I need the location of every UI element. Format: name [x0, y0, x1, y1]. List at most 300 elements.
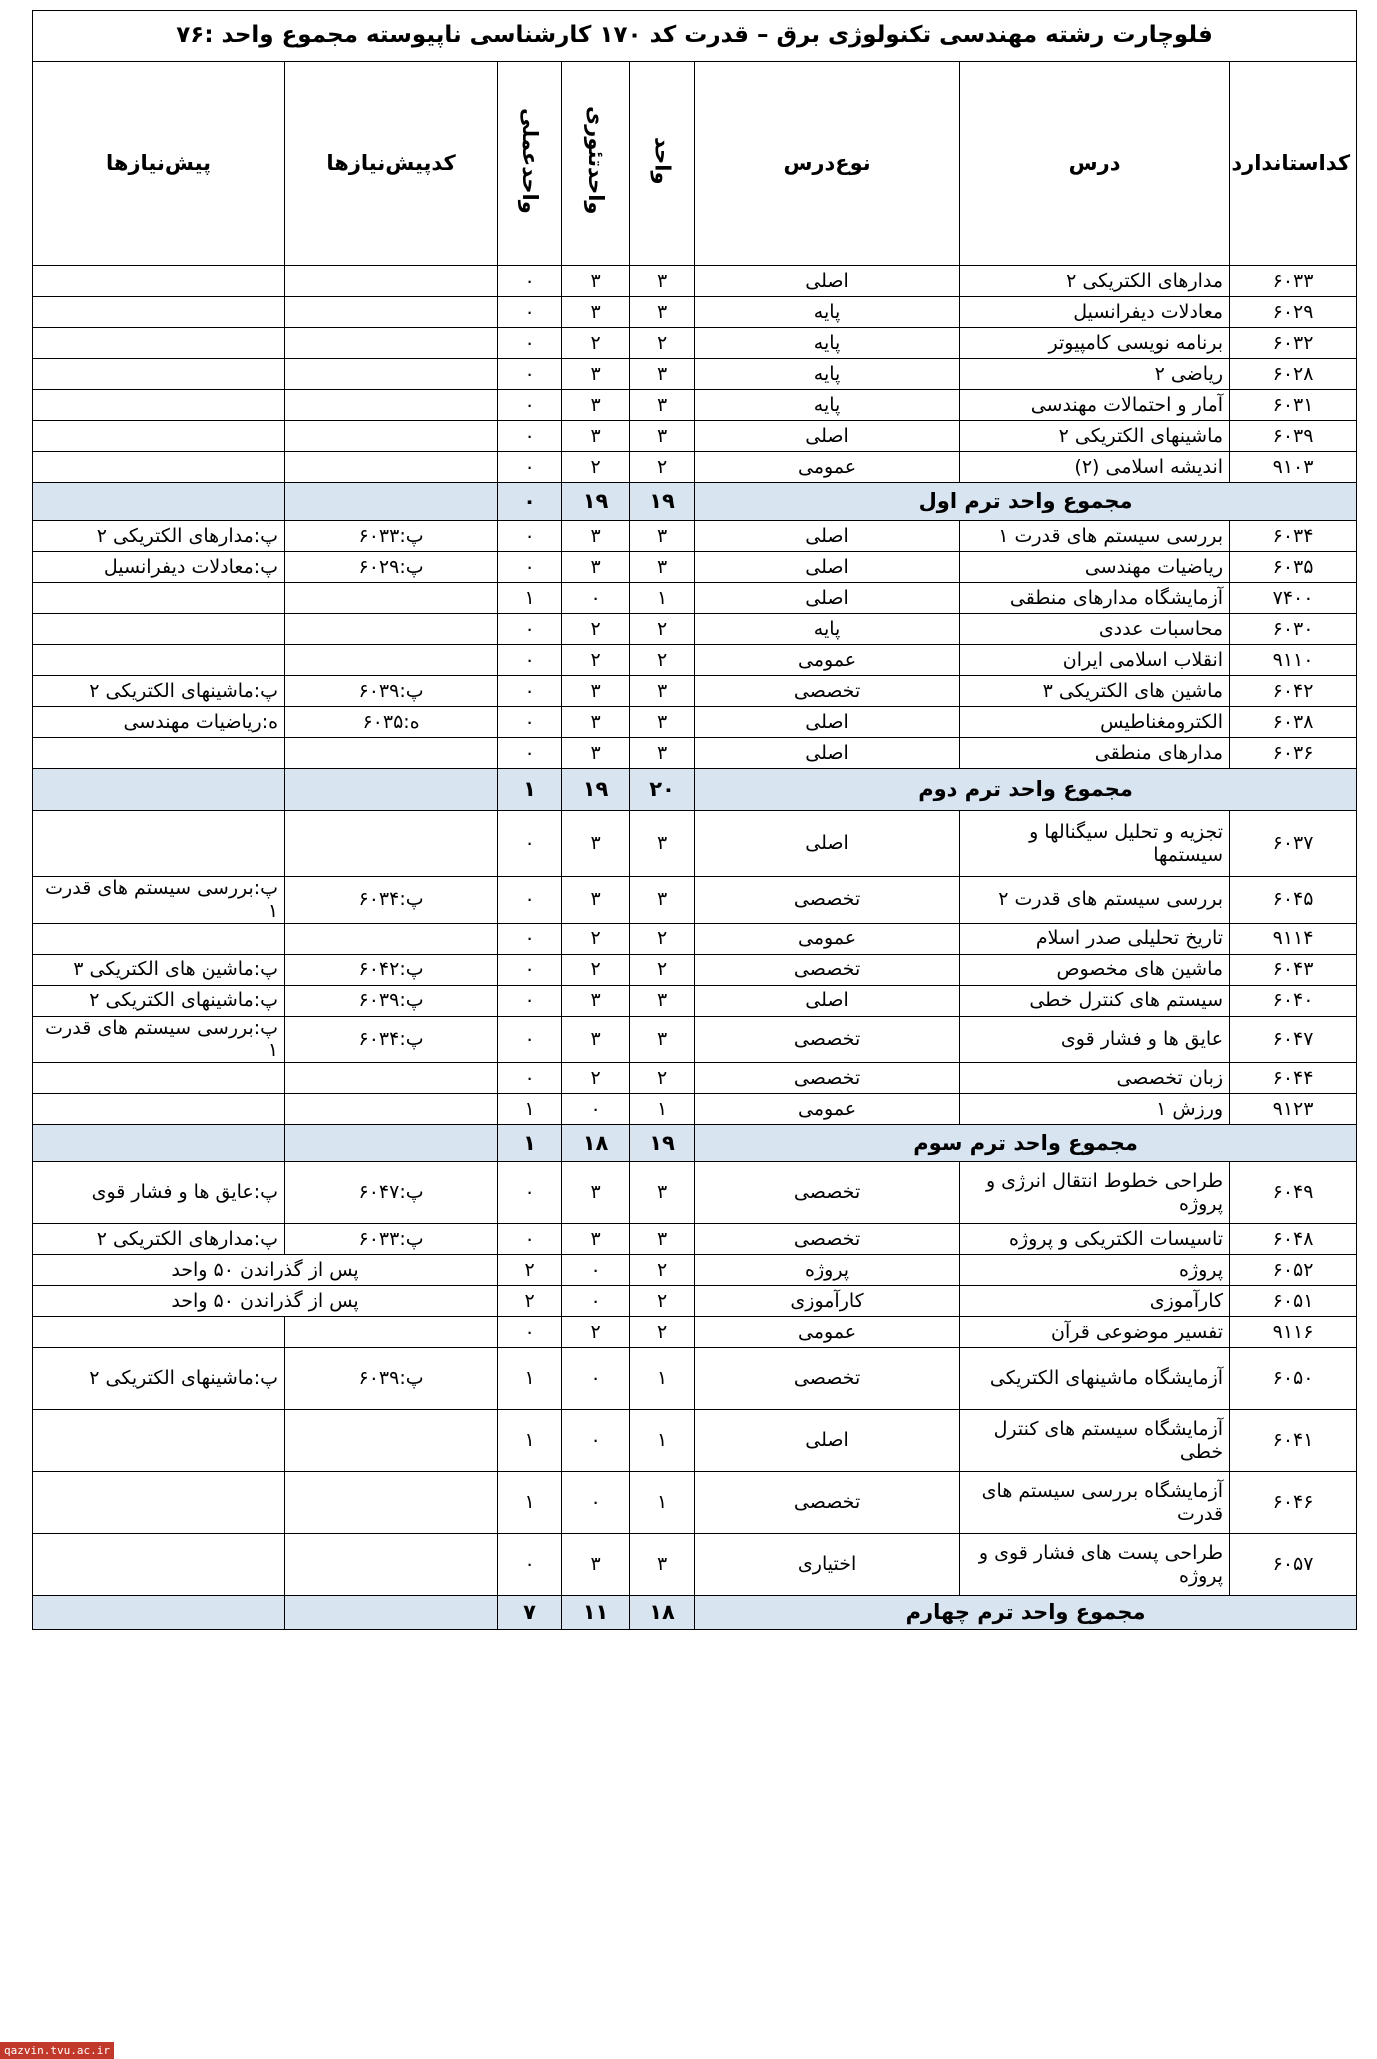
course-type: اصلی	[695, 421, 960, 452]
course-name: سیستم های کنترل خطی	[960, 985, 1230, 1016]
flowchart-sheet	[32, 10, 1356, 1630]
course-code: ۶۰۵۲	[1230, 1255, 1357, 1286]
course-theory-units: ۰	[562, 1255, 630, 1286]
prerequisites	[33, 359, 285, 390]
course-name: انقلاب اسلامی ایران	[960, 645, 1230, 676]
course-code: ۶۰۵۰	[1230, 1348, 1357, 1410]
course-code: ۹۱۱۴	[1230, 923, 1357, 954]
course-theory-units: ۲	[562, 452, 630, 483]
prerequisites: پ:بررسی سیستم های قدرت ۱	[33, 1016, 285, 1063]
course-name: ورزش ۱	[960, 1094, 1230, 1125]
prerequisite-codes	[285, 297, 498, 328]
course-name: تجزیه و تحلیل سیگنالها و سیستمها	[960, 811, 1230, 877]
course-type: تخصصی	[695, 676, 960, 707]
course-practical-units: ۰	[498, 552, 562, 583]
course-code: ۶۰۳۹	[1230, 421, 1357, 452]
prerequisite-codes	[285, 923, 498, 954]
site-credit: qazvin.tvu.ac.ir	[0, 2042, 114, 2059]
course-units: ۲	[630, 645, 695, 676]
course-units: ۲	[630, 923, 695, 954]
course-type: عمومی	[695, 1094, 960, 1125]
course-code: ۶۰۴۹	[1230, 1162, 1357, 1224]
course-type: تخصصی	[695, 1016, 960, 1063]
course-theory-units: ۰	[562, 1286, 630, 1317]
course-units: ۳	[630, 297, 695, 328]
header-practical	[498, 62, 562, 266]
subtotal-row	[33, 1596, 1357, 1630]
course-units: ۳	[630, 676, 695, 707]
prerequisite-note: پس از گذراندن ۵۰ واحد	[33, 1255, 498, 1286]
table-row	[33, 811, 1357, 877]
course-units: ۳	[630, 1534, 695, 1596]
course-name: مدارهای منطقی	[960, 738, 1230, 769]
prerequisite-codes	[285, 738, 498, 769]
table-row	[33, 1094, 1357, 1125]
course-practical-units: ۰	[498, 1162, 562, 1224]
subtotal-units: ۱۹	[630, 1125, 695, 1162]
course-type: پایه	[695, 297, 960, 328]
course-name: پروژه	[960, 1255, 1230, 1286]
course-practical-units: ۱	[498, 1410, 562, 1472]
course-practical-units: ۰	[498, 877, 562, 924]
course-units: ۳	[630, 266, 695, 297]
course-practical-units: ۰	[498, 359, 562, 390]
course-units: ۱	[630, 1410, 695, 1472]
table-row	[33, 877, 1357, 924]
course-name: آزمایشگاه ماشینهای الکتریکی	[960, 1348, 1230, 1410]
course-units: ۱	[630, 1094, 695, 1125]
course-practical-units: ۰	[498, 1063, 562, 1094]
course-type: تخصصی	[695, 1224, 960, 1255]
header-row	[33, 62, 1357, 266]
course-type: اصلی	[695, 266, 960, 297]
table-row	[33, 1534, 1357, 1596]
course-practical-units: ۱	[498, 583, 562, 614]
subtotal-practical: ۷	[498, 1596, 562, 1630]
table-row	[33, 676, 1357, 707]
course-theory-units: ۳	[562, 552, 630, 583]
course-theory-units: ۳	[562, 297, 630, 328]
course-theory-units: ۲	[562, 954, 630, 985]
course-units: ۳	[630, 1016, 695, 1063]
prerequisite-codes	[285, 452, 498, 483]
prerequisite-codes	[285, 614, 498, 645]
course-name: بررسی سیستم های قدرت ۱	[960, 521, 1230, 552]
course-code: ۹۱۰۳	[1230, 452, 1357, 483]
course-units: ۱	[630, 1348, 695, 1410]
course-units: ۳	[630, 707, 695, 738]
course-practical-units: ۰	[498, 923, 562, 954]
prerequisite-codes: پ:۶۰۳۹	[285, 985, 498, 1016]
course-theory-units: ۳	[562, 266, 630, 297]
course-name: طراحی پست های فشار قوی و پروژه	[960, 1534, 1230, 1596]
course-practical-units: ۰	[498, 521, 562, 552]
course-name: ریاضیات مهندسی	[960, 552, 1230, 583]
curriculum-table	[32, 10, 1357, 1630]
course-units: ۲	[630, 1286, 695, 1317]
course-type: عمومی	[695, 645, 960, 676]
prerequisites	[33, 1063, 285, 1094]
course-theory-units: ۳	[562, 521, 630, 552]
course-theory-units: ۰	[562, 1348, 630, 1410]
course-type: تخصصی	[695, 1472, 960, 1534]
course-type: اصلی	[695, 521, 960, 552]
course-code: ۶۰۴۷	[1230, 1016, 1357, 1063]
course-type: تخصصی	[695, 877, 960, 924]
subtotal-empty	[33, 1125, 285, 1162]
course-code: ۶۰۴۸	[1230, 1224, 1357, 1255]
prerequisite-codes	[285, 421, 498, 452]
course-code: ۶۰۳۵	[1230, 552, 1357, 583]
prerequisite-codes	[285, 1094, 498, 1125]
table-row	[33, 614, 1357, 645]
course-practical-units: ۰	[498, 1224, 562, 1255]
subtotal-units: ۱۸	[630, 1596, 695, 1630]
course-units: ۳	[630, 877, 695, 924]
prerequisites	[33, 421, 285, 452]
prerequisite-codes: پ:۶۰۴۲	[285, 954, 498, 985]
prerequisites: پ:مدارهای الکتریکی ۲	[33, 1224, 285, 1255]
course-practical-units: ۰	[498, 1534, 562, 1596]
prerequisite-codes	[285, 1317, 498, 1348]
course-name: ماشینهای الکتریکی ۲	[960, 421, 1230, 452]
course-practical-units: ۲	[498, 1286, 562, 1317]
course-type: پایه	[695, 614, 960, 645]
course-code: ۶۰۳۳	[1230, 266, 1357, 297]
course-type: اختیاری	[695, 1534, 960, 1596]
table-row	[33, 645, 1357, 676]
course-theory-units: ۳	[562, 421, 630, 452]
subtotal-empty	[33, 1596, 285, 1630]
course-practical-units: ۰	[498, 645, 562, 676]
course-theory-units: ۳	[562, 877, 630, 924]
course-code: ۶۰۳۲	[1230, 328, 1357, 359]
subtotal-theory: ۱۱	[562, 1596, 630, 1630]
course-units: ۳	[630, 985, 695, 1016]
course-name: ریاضی ۲	[960, 359, 1230, 390]
header-code: کداستاندارد	[1230, 62, 1357, 266]
course-units: ۲	[630, 954, 695, 985]
course-units: ۳	[630, 421, 695, 452]
table-row	[33, 359, 1357, 390]
course-units: ۲	[630, 614, 695, 645]
prerequisites: پ:ماشینهای الکتریکی ۲	[33, 676, 285, 707]
prerequisite-codes	[285, 359, 498, 390]
course-theory-units: ۲	[562, 328, 630, 359]
course-name: الکترومغناطیس	[960, 707, 1230, 738]
header-prereq-codes: کدپیش‌نیازها	[285, 62, 498, 266]
course-theory-units: ۲	[562, 1317, 630, 1348]
subtotal-row	[33, 483, 1357, 521]
course-theory-units: ۳	[562, 1016, 630, 1063]
prerequisite-codes: پ:۶۰۳۹	[285, 1348, 498, 1410]
course-name: آمار و احتمالات مهندسی	[960, 390, 1230, 421]
table-row	[33, 1016, 1357, 1063]
course-name: برنامه نویسی کامپیوتر	[960, 328, 1230, 359]
header-course: درس	[960, 62, 1230, 266]
course-code: ۶۰۴۰	[1230, 985, 1357, 1016]
table-row	[33, 707, 1357, 738]
course-practical-units: ۰	[498, 811, 562, 877]
course-units: ۱	[630, 583, 695, 614]
table-row	[33, 583, 1357, 614]
header-units-label: واحد	[650, 136, 675, 185]
course-units: ۳	[630, 738, 695, 769]
table-row	[33, 297, 1357, 328]
course-code: ۶۰۳۰	[1230, 614, 1357, 645]
prerequisites: پ:ماشین های الکتریکی ۳	[33, 954, 285, 985]
prerequisites	[33, 1317, 285, 1348]
course-theory-units: ۳	[562, 985, 630, 1016]
course-code: ۶۰۴۶	[1230, 1472, 1357, 1534]
course-practical-units: ۰	[498, 328, 562, 359]
course-type: اصلی	[695, 552, 960, 583]
course-code: ۶۰۴۱	[1230, 1410, 1357, 1472]
course-theory-units: ۰	[562, 1410, 630, 1472]
course-code: ۶۰۴۴	[1230, 1063, 1357, 1094]
header-practical-label: واحدعملی	[518, 107, 543, 214]
course-type: عمومی	[695, 452, 960, 483]
course-theory-units: ۲	[562, 923, 630, 954]
course-type: اصلی	[695, 583, 960, 614]
course-theory-units: ۳	[562, 1162, 630, 1224]
prerequisite-codes	[285, 266, 498, 297]
prerequisites	[33, 923, 285, 954]
course-theory-units: ۲	[562, 614, 630, 645]
table-row	[33, 421, 1357, 452]
table-row	[33, 985, 1357, 1016]
prerequisite-codes: پ:۶۰۳۳	[285, 521, 498, 552]
course-type: عمومی	[695, 1317, 960, 1348]
course-practical-units: ۱	[498, 1472, 562, 1534]
table-row	[33, 1472, 1357, 1534]
course-name: تفسیر موضوعی قرآن	[960, 1317, 1230, 1348]
course-practical-units: ۰	[498, 297, 562, 328]
course-type: تخصصی	[695, 1348, 960, 1410]
course-units: ۳	[630, 1224, 695, 1255]
table-row	[33, 954, 1357, 985]
subtotal-empty	[285, 1596, 498, 1630]
subtotal-empty	[285, 483, 498, 521]
table-row	[33, 1255, 1357, 1286]
course-practical-units: ۰	[498, 266, 562, 297]
course-name: آزمایشگاه بررسی سیستم های قدرت	[960, 1472, 1230, 1534]
header-prereqs: پیش‌نیازها	[33, 62, 285, 266]
prerequisite-codes	[285, 1534, 498, 1596]
course-name: کارآموزی	[960, 1286, 1230, 1317]
table-row	[33, 521, 1357, 552]
course-practical-units: ۰	[498, 421, 562, 452]
course-name: محاسبات عددی	[960, 614, 1230, 645]
course-code: ۶۰۴۵	[1230, 877, 1357, 924]
course-code: ۶۰۳۷	[1230, 811, 1357, 877]
prerequisites: پ:بررسی سیستم های قدرت ۱	[33, 877, 285, 924]
course-units: ۲	[630, 452, 695, 483]
header-type: نوع‌درس	[695, 62, 960, 266]
header-units	[630, 62, 695, 266]
course-code: ۶۰۵۱	[1230, 1286, 1357, 1317]
course-practical-units: ۰	[498, 1016, 562, 1063]
course-practical-units: ۰	[498, 676, 562, 707]
course-code: ۹۱۲۳	[1230, 1094, 1357, 1125]
course-theory-units: ۳	[562, 1224, 630, 1255]
course-units: ۲	[630, 1255, 695, 1286]
page-title: فلوچارت رشته مهندسی تکنولوژی برق – قدرت کد ۱۷۰ کارشناسی ناپیوسته مجموع واحد :۷۶	[33, 11, 1357, 62]
course-name: ماشین های مخصوص	[960, 954, 1230, 985]
course-theory-units: ۰	[562, 1094, 630, 1125]
table-row	[33, 1410, 1357, 1472]
subtotal-theory: ۱۸	[562, 1125, 630, 1162]
course-name: طراحی خطوط انتقال انرژی و پروژه	[960, 1162, 1230, 1224]
course-type: اصلی	[695, 738, 960, 769]
table-row	[33, 1063, 1357, 1094]
course-theory-units: ۳	[562, 811, 630, 877]
course-practical-units: ۰	[498, 738, 562, 769]
course-type: تخصصی	[695, 1063, 960, 1094]
course-practical-units: ۱	[498, 1094, 562, 1125]
prerequisite-codes: پ:۶۰۴۷	[285, 1162, 498, 1224]
course-theory-units: ۳	[562, 390, 630, 421]
prerequisites	[33, 266, 285, 297]
table-row	[33, 1348, 1357, 1410]
course-type: اصلی	[695, 811, 960, 877]
table-row	[33, 452, 1357, 483]
prerequisites: پ:معادلات دیفرانسیل	[33, 552, 285, 583]
table-row	[33, 1317, 1357, 1348]
prerequisite-codes: پ:۶۰۳۳	[285, 1224, 498, 1255]
course-practical-units: ۰	[498, 452, 562, 483]
prerequisites	[33, 328, 285, 359]
course-code: ۶۰۳۱	[1230, 390, 1357, 421]
subtotal-empty	[33, 483, 285, 521]
course-name: تاریخ تحلیلی صدر اسلام	[960, 923, 1230, 954]
prerequisite-codes: پ:۶۰۳۹	[285, 676, 498, 707]
course-theory-units: ۳	[562, 738, 630, 769]
course-theory-units: ۳	[562, 707, 630, 738]
course-code: ۶۰۴۳	[1230, 954, 1357, 985]
course-practical-units: ۰	[498, 954, 562, 985]
course-type: پایه	[695, 359, 960, 390]
subtotal-practical: ۱	[498, 1125, 562, 1162]
prerequisites	[33, 1534, 285, 1596]
course-units: ۳	[630, 1162, 695, 1224]
course-code: ۶۰۳۸	[1230, 707, 1357, 738]
course-code: ۶۰۴۲	[1230, 676, 1357, 707]
prerequisite-codes	[285, 1410, 498, 1472]
prerequisite-codes: ه:۶۰۳۵	[285, 707, 498, 738]
table-row	[33, 923, 1357, 954]
prerequisite-codes: پ:۶۰۳۴	[285, 1016, 498, 1063]
prerequisites	[33, 1094, 285, 1125]
prerequisites	[33, 614, 285, 645]
prerequisites	[33, 1472, 285, 1534]
subtotal-practical: ۱	[498, 769, 562, 811]
course-units: ۱	[630, 1472, 695, 1534]
course-type: پایه	[695, 390, 960, 421]
course-type: تخصصی	[695, 1162, 960, 1224]
course-code: ۹۱۱۰	[1230, 645, 1357, 676]
course-name: بررسی سیستم های قدرت ۲	[960, 877, 1230, 924]
course-units: ۳	[630, 390, 695, 421]
course-code: ۹۱۱۶	[1230, 1317, 1357, 1348]
prerequisites	[33, 811, 285, 877]
course-practical-units: ۲	[498, 1255, 562, 1286]
prerequisite-codes	[285, 328, 498, 359]
course-theory-units: ۲	[562, 645, 630, 676]
course-name: معادلات دیفرانسیل	[960, 297, 1230, 328]
course-practical-units: ۰	[498, 390, 562, 421]
subtotal-units: ۲۰	[630, 769, 695, 811]
subtotal-theory: ۱۹	[562, 483, 630, 521]
course-code: ۶۰۳۶	[1230, 738, 1357, 769]
course-name: آزمایشگاه سیستم های کنترل خطی	[960, 1410, 1230, 1472]
prerequisites	[33, 1410, 285, 1472]
header-theory-label: واحدتئوری	[584, 106, 609, 215]
course-theory-units: ۰	[562, 1472, 630, 1534]
subtotal-units: ۱۹	[630, 483, 695, 521]
course-units: ۲	[630, 328, 695, 359]
prerequisites	[33, 452, 285, 483]
subtotal-label: مجموع واحد ترم چهارم	[695, 1596, 1357, 1630]
prerequisites	[33, 645, 285, 676]
course-type: اصلی	[695, 985, 960, 1016]
course-name: عایق ها و فشار قوی	[960, 1016, 1230, 1063]
prerequisite-codes	[285, 811, 498, 877]
course-code: ۶۰۵۷	[1230, 1534, 1357, 1596]
table-row	[33, 552, 1357, 583]
prerequisites	[33, 738, 285, 769]
course-type: کارآموزی	[695, 1286, 960, 1317]
table-row	[33, 266, 1357, 297]
prerequisites: پ:ماشینهای الکتریکی ۲	[33, 985, 285, 1016]
course-theory-units: ۳	[562, 1534, 630, 1596]
subtotal-empty	[33, 769, 285, 811]
course-theory-units: ۲	[562, 1063, 630, 1094]
course-type: اصلی	[695, 707, 960, 738]
course-type: اصلی	[695, 1410, 960, 1472]
course-type: تخصصی	[695, 954, 960, 985]
course-name: آزمایشگاه مدارهای منطقی	[960, 583, 1230, 614]
course-code: ۶۰۳۴	[1230, 521, 1357, 552]
prerequisite-codes	[285, 390, 498, 421]
prerequisite-codes: پ:۶۰۲۹	[285, 552, 498, 583]
prerequisite-codes	[285, 645, 498, 676]
course-type: پروژه	[695, 1255, 960, 1286]
course-name: مدارهای الکتریکی ۲	[960, 266, 1230, 297]
subtotal-theory: ۱۹	[562, 769, 630, 811]
course-name: زبان تخصصی	[960, 1063, 1230, 1094]
course-name: اندیشه اسلامی (۲)	[960, 452, 1230, 483]
prerequisites	[33, 583, 285, 614]
prerequisite-codes	[285, 1063, 498, 1094]
table-row	[33, 1224, 1357, 1255]
course-units: ۳	[630, 811, 695, 877]
subtotal-label: مجموع واحد ترم دوم	[695, 769, 1357, 811]
course-name: ماشین های الکتریکی ۳	[960, 676, 1230, 707]
course-name: تاسیسات الکتریکی و پروژه	[960, 1224, 1230, 1255]
table-row	[33, 390, 1357, 421]
subtotal-empty	[285, 769, 498, 811]
prerequisite-codes: پ:۶۰۳۴	[285, 877, 498, 924]
subtotal-row	[33, 769, 1357, 811]
course-practical-units: ۰	[498, 707, 562, 738]
prerequisites: پ:عایق ها و فشار قوی	[33, 1162, 285, 1224]
prerequisite-codes	[285, 583, 498, 614]
subtotal-label: مجموع واحد ترم اول	[695, 483, 1357, 521]
course-type: عمومی	[695, 923, 960, 954]
course-theory-units: ۳	[562, 359, 630, 390]
course-units: ۳	[630, 552, 695, 583]
